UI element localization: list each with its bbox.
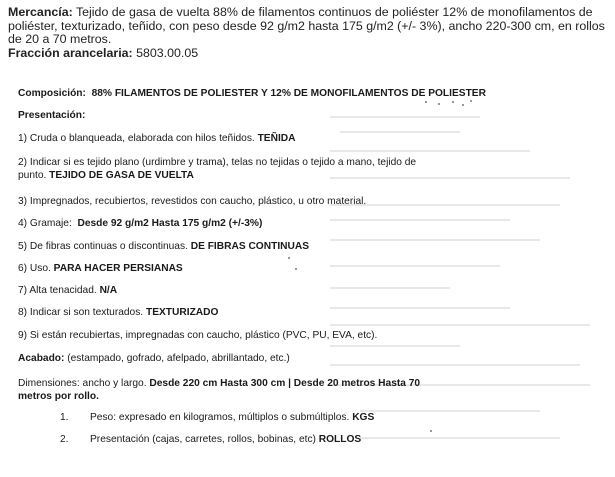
item-7 bbox=[18, 285, 117, 296]
sub-item-2-text: Presentación (cajas, carretes, rollos, bobinas, etc) bbox=[90, 434, 319, 445]
dimensiones-answer: Desde 220 cm Hasta 300 cm | Desde 20 metros Hasta 70 bbox=[149, 378, 421, 389]
fraccion-value: 5803.00.05 bbox=[132, 45, 199, 60]
item-1-answer: TEÑIDA bbox=[257, 133, 296, 144]
item-5 bbox=[18, 241, 309, 252]
sub-item-2-num: 2. bbox=[60, 434, 69, 445]
item-4-text: 4) Gramaje: bbox=[18, 218, 75, 229]
item-6-answer: PARA HACER PERSIANAS bbox=[53, 263, 183, 274]
presentacion-label: Presentación: bbox=[18, 110, 86, 121]
item-3-text: 3) Impregnados, recubiertos, revestidos con caucho, plástico, u otro material. bbox=[18, 196, 367, 207]
item-8-answer: TEXTURIZADO bbox=[145, 307, 219, 318]
item-4-answer: Desde 92 g/m2 Hasta 175 g/m2 (+/-3%) bbox=[77, 218, 263, 229]
item-2-cont bbox=[18, 170, 194, 181]
sub-item-1 bbox=[60, 412, 374, 423]
dimensiones-answer-cont: metros por rollo. bbox=[18, 391, 99, 402]
sub-item-1-answer: KGS bbox=[352, 412, 375, 423]
dimensiones-text: Dimensiones: ancho y largo. bbox=[18, 378, 150, 389]
item-2-answer: TEJIDO DE GASA DE VUELTA bbox=[49, 170, 194, 181]
item-1 bbox=[18, 133, 296, 144]
acabado-label: Acabado: bbox=[18, 353, 65, 364]
item-2-text2: punto. bbox=[18, 170, 50, 181]
item-6 bbox=[18, 263, 183, 274]
sub-item-1-text: Peso: expresado en kilogramos, múltiplos o submúltiplos. bbox=[90, 412, 353, 423]
dimensiones-line bbox=[18, 378, 420, 389]
item-8-text: 8) Indicar si son texturados. bbox=[18, 307, 146, 318]
composicion-label: Composición: bbox=[18, 88, 86, 99]
sub-item-2 bbox=[60, 434, 361, 445]
form-block bbox=[8, 0, 608, 477]
item-9-text: 9) Si están recubiertas, impregnadas con caucho, plástico (PVC, PU, EVA, etc). bbox=[18, 330, 378, 341]
composicion-value: 88% FILAMENTOS DE POLIESTER Y 12% DE MONOFILAMENTOS DE POLIESTER bbox=[91, 88, 486, 99]
item-5-text: 5) De fibras continuas o discontinuas. bbox=[18, 241, 191, 252]
item-1-text: 1) Cruda o blanqueada, elaborada con hilos teñidos. bbox=[18, 133, 258, 144]
sub-item-2-answer: ROLLOS bbox=[318, 434, 362, 445]
item-2 bbox=[18, 157, 416, 168]
item-7-text: 7) Alta tenacidad. bbox=[18, 285, 100, 296]
item-8 bbox=[18, 307, 218, 318]
sub-item-1-num: 1. bbox=[60, 412, 69, 423]
fraccion-label: Fracción arancelaria: bbox=[8, 45, 133, 60]
mercancia-text: Tejido de gasa de vuelta 88% de filamentos continuos de poliéster 12% de monofilamentos de poliéster, texturizado, teñido, con peso desde 92 g/m2 hasta 175 g/m2 (+/- 3%), ancho 220-300 cm, en rollos de 20 a 70 metros. bbox=[8, 5, 605, 47]
item-9 bbox=[18, 330, 377, 341]
item-4 bbox=[18, 218, 262, 229]
mercancia-label: Mercancía: bbox=[8, 5, 73, 19]
acabado-text: (estampado, gofrado, afelpado, abrillantado, etc.) bbox=[64, 353, 290, 364]
composicion-line bbox=[18, 88, 486, 99]
item-5-answer: DE FIBRAS CONTINUAS bbox=[190, 241, 310, 252]
item-6-text: 6) Uso. bbox=[18, 263, 54, 274]
acabado-line bbox=[18, 353, 290, 364]
item-7-answer: N/A bbox=[99, 285, 118, 296]
item-2-text: 2) Indicar si es tejido plano (urdimbre y trama), telas no tejidas o tejido a mano, tejido de bbox=[18, 157, 417, 168]
item-3 bbox=[18, 196, 366, 207]
